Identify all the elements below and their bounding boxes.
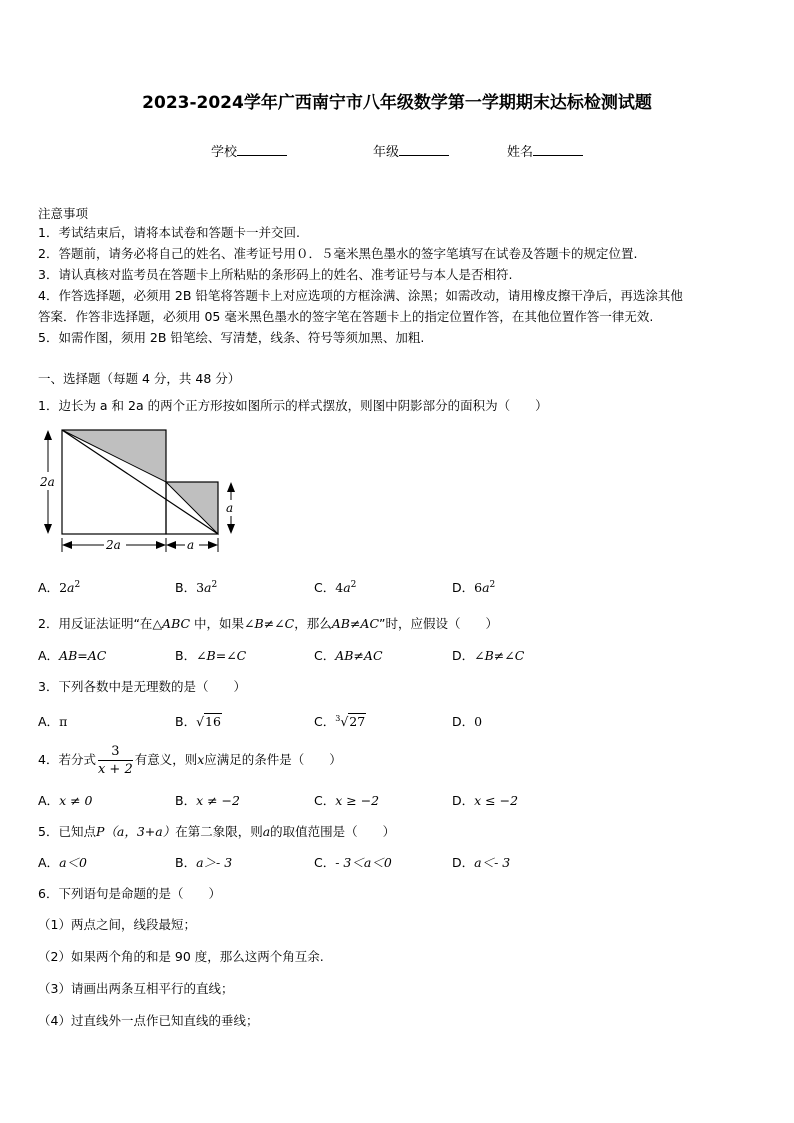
q4-post1: 有意义，则 [134, 752, 198, 767]
arrow-left-icon [166, 541, 176, 549]
question-4-text [38, 743, 342, 778]
squares-figure [38, 420, 248, 560]
q2-mid: 中，如果 [190, 616, 245, 631]
grade-field [373, 141, 449, 160]
school-label: 学校 [211, 145, 238, 160]
note-item: 5．如需作图，须用 2B 铅笔绘、写清楚，线条、符号等须加黑、加粗. [38, 330, 425, 345]
option-letter: B． [175, 648, 197, 663]
option-var: a [482, 580, 490, 595]
option-letter: A． [38, 793, 60, 808]
grade-label: 年级 [373, 145, 400, 160]
option-letter: C． [314, 855, 336, 870]
page-title: 2023-2024学年广西南宁市八年级数学第一学期期末达标检测试题 [142, 93, 652, 113]
option-letter: B． [175, 580, 197, 595]
question-5-text [38, 822, 395, 840]
option-letter: C． [314, 648, 336, 663]
option-letter: C． [314, 793, 336, 808]
q6-statement: （1）两点之间，线段最短； [38, 917, 196, 932]
option-text: - 3＜a＜0 [335, 855, 392, 870]
q2-option-b[interactable] [175, 646, 246, 664]
option-letter: B． [175, 793, 197, 808]
option-text: AB=AC [59, 648, 107, 663]
option-text: 0 [474, 714, 483, 729]
question-2-text [38, 614, 498, 632]
option-letter: D． [452, 714, 475, 729]
fraction [98, 743, 133, 778]
q2-post: ”时，应假设（ ） [379, 616, 498, 631]
option-letter: D． [452, 793, 475, 808]
option-text: x ≠ 0 [59, 793, 93, 808]
shaded-region-small [166, 482, 218, 534]
section-heading: 一、选择题（每题 4 分，共 48 分） [38, 371, 241, 386]
q4-post2: 应满足的条件是（ ） [204, 752, 342, 767]
option-letter: D． [452, 855, 475, 870]
question-1-text: 1．边长为 a 和 2a 的两个正方形按如图所示的样式摆放，则图中阴影部分的面积为（ ） [38, 398, 548, 413]
q4-option-d[interactable] [452, 791, 518, 809]
option-letter: C． [314, 580, 336, 595]
q6-statement: （4）过直线外一点作已知直线的垂线； [38, 1013, 259, 1028]
name-blank [533, 143, 583, 156]
arrow-left-icon [62, 541, 72, 549]
q5-point: P（a，3+a） [95, 824, 176, 839]
arrow-down-icon [227, 524, 235, 534]
q2-condition-1: ∠B≠∠C [244, 616, 295, 631]
q5-option-d[interactable] [452, 853, 510, 871]
option-text: π [59, 714, 68, 729]
arrow-up-icon [44, 430, 52, 440]
q2-condition-2: AB≠AC [331, 616, 380, 631]
option-letter: A． [38, 714, 60, 729]
name-label: 姓名 [507, 145, 534, 160]
root-index: 3 [335, 713, 341, 723]
cube-root-symbol: $^3$√27 [335, 713, 366, 729]
q2-triangle: △ABC [152, 616, 191, 631]
option-text: a＜- 3 [474, 855, 511, 870]
q2-option-d[interactable] [452, 646, 524, 664]
notes-heading: 注意事项 [38, 206, 89, 221]
q2-option-c[interactable] [314, 646, 383, 664]
right-label: a [226, 501, 234, 515]
note-item: 4．作答选择题，必须用 2B 铅笔将答题卡上对应选项的方框涂满、涂黑；如需改动，请用橡皮擦干净后，再选涂其他 [38, 288, 683, 303]
option-text: a＞- 3 [196, 855, 233, 870]
option-text: x ≤ −2 [474, 793, 519, 808]
q5-var: a [262, 824, 271, 839]
option-var: a [343, 580, 351, 595]
q4-pre: 4．若分式 [38, 752, 96, 767]
note-item: 1．考试结束后，请将本试卷和答题卡一并交回. [38, 225, 300, 240]
option-text: ∠B≠∠C [474, 648, 525, 663]
bottom-left-label: 2a [106, 538, 121, 552]
option-letter: D． [452, 648, 475, 663]
note-item: 2．答题前，请务必将自己的姓名、准考证号用０．５毫米黑色墨水的签字笔填写在试卷及答题卡的规定位置. [38, 246, 638, 261]
shaded-region-large [62, 430, 166, 482]
name-field [507, 141, 583, 160]
option-var: a [67, 580, 75, 595]
fraction-denominator: x + 2 [97, 762, 133, 777]
q3-option-a[interactable] [38, 712, 67, 730]
option-coef: 2 [59, 580, 68, 595]
q5-option-a[interactable] [38, 853, 87, 871]
option-letter: D． [452, 580, 475, 595]
option-exp: 2 [74, 579, 81, 590]
option-var: a [204, 580, 212, 595]
arrow-up-icon [227, 482, 235, 492]
q2-mid2: ，那么 [294, 616, 332, 631]
q4-option-b[interactable] [175, 791, 240, 809]
option-text: ∠B=∠C [196, 648, 247, 663]
option-exp: 2 [489, 579, 496, 590]
q4-var: x [197, 752, 205, 767]
arrow-right-icon [156, 541, 166, 549]
q1-option-d[interactable] [452, 578, 495, 596]
grade-blank [399, 143, 449, 156]
note-item: 3．请认真核对监考员在答题卡上所粘贴的条形码上的姓名、准考证号与本人是否相符. [38, 267, 513, 282]
school-field [211, 141, 287, 160]
q6-statement: （3）请画出两条互相平行的直线； [38, 981, 234, 996]
q4-option-c[interactable] [314, 791, 379, 809]
q4-option-a[interactable] [38, 791, 93, 809]
q5-option-c[interactable] [314, 853, 392, 871]
q6-statement: （2）如果两个角的和是 90 度，那么这两个角互余. [38, 949, 324, 964]
q2-option-a[interactable] [38, 646, 106, 664]
note-item: 答案．作答非选择题，必须用 05 毫米黑色墨水的签字笔在答题卡上的指定位置作答，在其他位置作答一律无效. [38, 309, 654, 324]
arrow-right-icon [208, 541, 218, 549]
sqrt-symbol: √16 [196, 714, 221, 729]
option-text: a＜0 [59, 855, 87, 870]
bottom-right-label: a [187, 538, 195, 552]
fraction-numerator: 3 [98, 743, 133, 761]
option-text: x ≥ −2 [335, 793, 380, 808]
q5-post: 的取值范围是（ ） [270, 824, 396, 839]
q1-option-c[interactable] [314, 578, 356, 596]
q2-pre: 2．用反证法证明“在 [38, 616, 153, 631]
option-exp: 2 [350, 579, 357, 590]
q5-mid: 在第二象限，则 [175, 824, 263, 839]
q5-option-b[interactable] [175, 853, 232, 871]
q1-option-a[interactable] [38, 578, 80, 596]
option-text: x ≠ −2 [196, 793, 240, 808]
radicand: 27 [349, 714, 366, 729]
q5-pre: 5．已知点 [38, 824, 96, 839]
q3-option-b[interactable] [175, 712, 222, 730]
arrow-down-icon [44, 524, 52, 534]
option-coef: 4 [335, 580, 344, 595]
option-coef: 6 [474, 580, 483, 595]
question-6-text: 6．下列语句是命题的是（ ） [38, 886, 221, 901]
option-letter: A． [38, 855, 60, 870]
q1-option-b[interactable] [175, 578, 217, 596]
school-blank [237, 143, 287, 156]
question-3-text: 3．下列各数中是无理数的是（ ） [38, 679, 246, 694]
option-letter: C． [314, 714, 336, 729]
option-letter: B． [175, 855, 197, 870]
option-letter: A． [38, 648, 60, 663]
left-label: 2a [40, 475, 55, 489]
option-letter: A． [38, 580, 60, 595]
q3-option-c[interactable] [314, 712, 366, 730]
option-text: AB≠AC [335, 648, 383, 663]
option-exp: 2 [211, 579, 218, 590]
option-letter: B． [175, 714, 197, 729]
radicand: 16 [205, 714, 221, 729]
option-coef: 3 [196, 580, 205, 595]
q3-option-d[interactable] [452, 712, 482, 730]
